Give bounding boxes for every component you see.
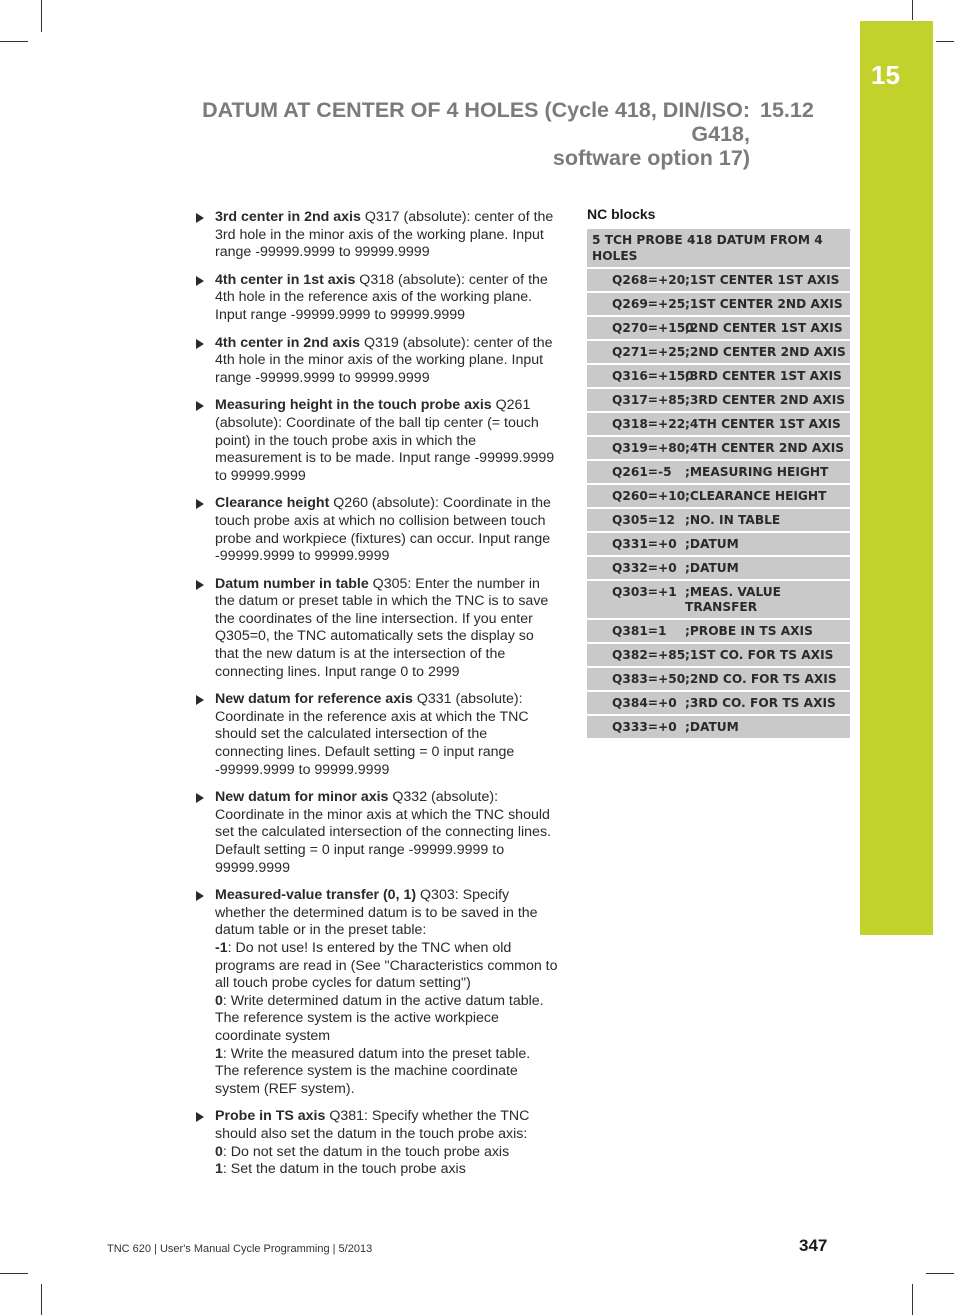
crop-mark [936, 41, 954, 42]
arrow-icon [196, 793, 204, 803]
crop-mark [912, 0, 913, 20]
table-row [587, 533, 850, 555]
page-number: 347 [799, 1236, 828, 1255]
arrow-icon [196, 1112, 204, 1122]
table-row [587, 389, 850, 411]
table-row [587, 485, 850, 507]
table-row [587, 269, 850, 291]
nc-blocks-heading: NC blocks [587, 206, 656, 222]
list-item: Datum number in table Q305: Enter the number in the datum or preset table in which the TNC is to save the coordinates of the line intersection. If you enter Q305=0, the TNC automatically sets the display so that the new datum is at the intersection of the connecting lines. Input range 0 to 2999 [196, 576, 558, 682]
page-title [190, 98, 750, 170]
nc-code: Q269=+25 [612, 297, 686, 311]
parameter-list [196, 209, 558, 1189]
chapter-tab [860, 21, 933, 935]
nc-comment: ;PROBE IN TS AXIS [685, 624, 813, 638]
arrow-icon [196, 891, 204, 901]
list-item: 4th center in 2nd axis Q319 (absolute): center of the 4th hole in the minor axis of the working plane. Input range -99999.9999 to 99999.9999 [196, 335, 558, 388]
nc-comment: ;1ST CENTER 2ND AXIS [685, 297, 843, 311]
page-title-line-2: software option 17) [552, 146, 750, 170]
list-item: Measuring height in the touch probe axis Q261 (absolute): Coordinate of the ball tip center (= touch point) in the touch probe axis in which the measurement is to be made. Input range -99999.9999 to 99999.9999 [196, 397, 558, 485]
nc-comment: ;NO. IN TABLE [685, 513, 781, 527]
nc-blocks-table [587, 229, 850, 740]
table-row [587, 581, 850, 618]
nc-code: Q268=+20 [612, 273, 686, 287]
nc-comment: ;4TH CENTER 1ST AXIS [685, 417, 841, 431]
nc-code: Q303=+1 [612, 585, 677, 599]
table-row [587, 716, 850, 738]
section-number: 15.12 [760, 98, 814, 122]
nc-comment: ;DATUM [685, 561, 739, 575]
crop-mark [41, 1284, 42, 1315]
page-title-line-1: DATUM AT CENTER OF 4 HOLES (Cycle 418, DIN/ISO: G418, [202, 98, 750, 146]
nc-code: Q384=+0 [612, 696, 677, 710]
nc-comment: ;2ND CENTER 1ST AXIS [685, 321, 843, 335]
crop-mark [926, 1273, 954, 1274]
nc-code: Q332=+0 [612, 561, 677, 575]
list-item: 3rd center in 2nd axis Q317 (absolute): center of the 3rd hole in the minor axis of the working plane. Input range -99999.9999 to 99999.9999 [196, 209, 558, 262]
table-row [587, 317, 850, 339]
nc-comment: ;MEAS. VALUE TRANSFER [685, 585, 781, 614]
list-item: New datum for minor axis Q332 (absolute): Coordinate in the minor axis at which the TNC should set the calculated intersection of the connecting lines. Default setting = 0 input range -99999.9999 to 99999.9999 [196, 789, 558, 877]
nc-comment: ;1ST CENTER 1ST AXIS [685, 273, 840, 287]
nc-code: Q317=+85 [612, 393, 686, 407]
nc-code: Q318=+22 [612, 417, 686, 431]
table-row [587, 668, 850, 690]
arrow-icon [196, 695, 204, 705]
list-item: 4th center in 1st axis Q318 (absolute): center of the 4th hole in the reference axis of the working plane. Input range -99999.9999 to 99999.9999 [196, 272, 558, 325]
nc-code: Q316=+150 [612, 369, 694, 383]
footer-text: TNC 620 | User's Manual Cycle Programming | 5/2013 [107, 1243, 373, 1255]
list-item: Clearance height Q260 (absolute): Coordinate in the touch probe axis at which no collision between touch probe and workpiece (fixtures) can occur. Input range -99999.9999 to 99999.9999 [196, 495, 558, 565]
nc-code: Q331=+0 [612, 537, 677, 551]
list-item: New datum for reference axis Q331 (absolute): Coordinate in the reference axis at which the TNC should set the calculated intersection of the connecting lines. Default setting = 0 input range -99999.9999 to 99999.9999 [196, 691, 558, 779]
nc-code: Q381=1 [612, 624, 667, 638]
nc-comment: ;DATUM [685, 537, 739, 551]
nc-code: Q333=+0 [612, 720, 677, 734]
nc-comment: ;DATUM [685, 720, 739, 734]
table-row [587, 341, 850, 363]
nc-comment: ;2ND CO. FOR TS AXIS [685, 672, 837, 686]
nc-code: Q271=+25 [612, 345, 686, 359]
nc-code: Q382=+85 [612, 648, 686, 662]
arrow-icon [196, 401, 204, 411]
table-row [587, 461, 850, 483]
table-row [587, 365, 850, 387]
nc-code: Q260=+10 [612, 489, 686, 503]
crop-mark [912, 1284, 913, 1315]
nc-comment: ;3RD CO. FOR TS AXIS [685, 696, 836, 710]
table-row [587, 293, 850, 315]
chapter-number: 15 [871, 60, 900, 90]
nc-comment: ;3RD CENTER 1ST AXIS [685, 369, 842, 383]
list-item: Measured-value transfer (0, 1) Q303: Specify whether the determined datum is to be saved in the datum table or in the preset table: -1: Do not use! Is entered by the TNC when old programs are read in (See "Characteristics common to all touch probe cycles for datum setting") 0: Write determined datum in the active datum table. The reference system is the active workpiece coordinate system 1: Write the measured datum into the preset table. The reference system is the machine coordinate system (REF system). [196, 887, 558, 1098]
nc-comment: ;3RD CENTER 2ND AXIS [685, 393, 846, 407]
nc-code: Q305=12 [612, 513, 675, 527]
arrow-icon [196, 276, 204, 286]
nc-code: Q383=+50 [612, 672, 686, 686]
nc-code: Q261=-5 [612, 465, 672, 479]
nc-comment: ;2ND CENTER 2ND AXIS [685, 345, 846, 359]
nc-comment: ;MEASURING HEIGHT [685, 465, 829, 479]
list-item: Probe in TS axis Q381: Specify whether the TNC should also set the datum in the touch probe axis: 0: Do not set the datum in the touch probe axis 1: Set the datum in the touch probe axis [196, 1108, 558, 1178]
table-row [587, 413, 850, 435]
arrow-icon [196, 499, 204, 509]
nc-code: Q270=+150 [612, 321, 694, 335]
table-row [587, 437, 850, 459]
table-row [587, 620, 850, 642]
arrow-icon [196, 580, 204, 590]
nc-comment: ;1ST CO. FOR TS AXIS [685, 648, 834, 662]
crop-mark [0, 41, 28, 42]
nc-rows [587, 269, 850, 738]
nc-code: Q319=+80 [612, 441, 686, 455]
table-row [587, 557, 850, 579]
arrow-icon [196, 213, 204, 223]
table-row [587, 509, 850, 531]
table-row [587, 692, 850, 714]
nc-block-header: 5 TCH PROBE 418 DATUM FROM 4 HOLES [587, 229, 850, 267]
arrow-icon [196, 339, 204, 349]
nc-comment: ;CLEARANCE HEIGHT [685, 489, 827, 503]
table-row [587, 644, 850, 666]
nc-comment: ;4TH CENTER 2ND AXIS [685, 441, 845, 455]
crop-mark [41, 0, 42, 32]
crop-mark [0, 1273, 28, 1274]
